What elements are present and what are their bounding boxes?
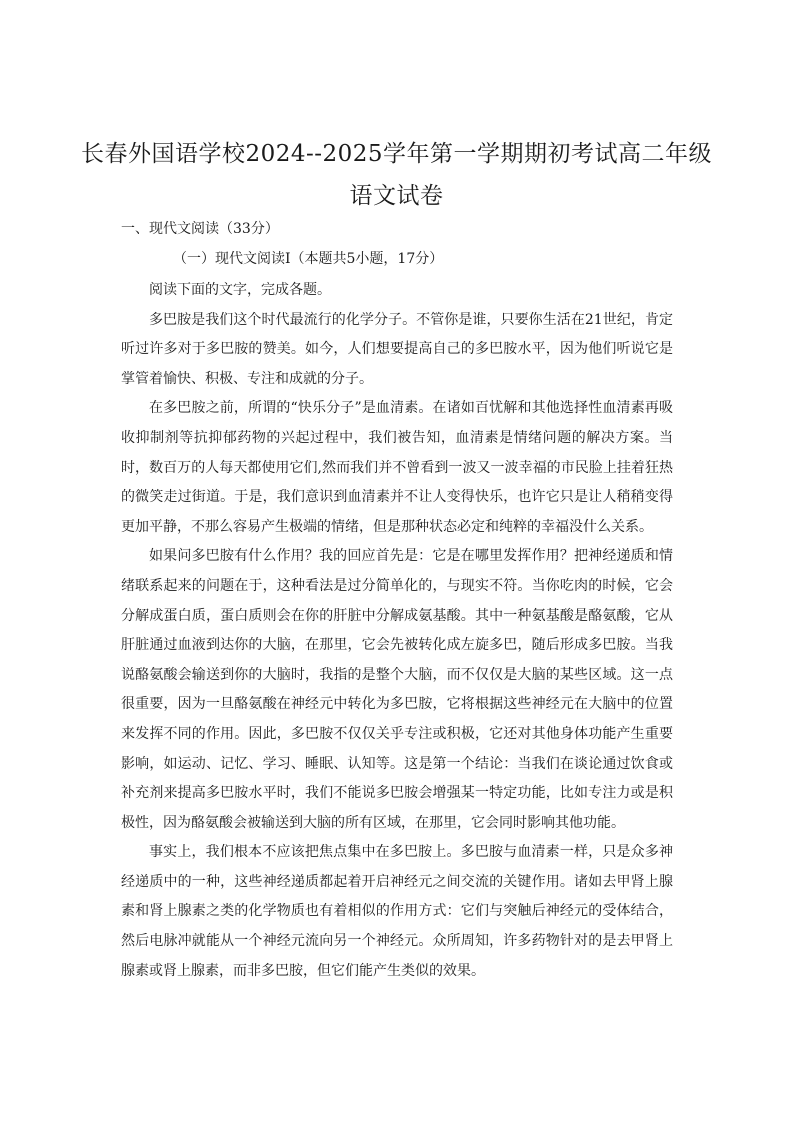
instruction-paragraph: 阅读下面的文字，完成各题。 [149,282,331,298]
exam-subtitle: 语文试卷 [349,183,444,209]
exam-title: 长春外国语学校2024--2025学年第一学期期初考试高二年级 [80,141,713,167]
subsection-heading: （一）现代文阅读I（本题共5小题，17分） [173,251,444,267]
passage-paragraph: 事实上，我们根本不应该把焦点集中在多巴胺上。多巴胺与血清素一样，只是众多神经递质中的一种，这些神经递质都起着开启神经元之间交流的关键作用。诸如去甲肾上腺素和肾上腺素之类的化学物质也有着相似的作用方式：它们与突触后神经元的受体结合，然后电脉冲就能从一个神经元流向另一个神经元。众所周知，许多药物针对的是去甲肾上腺素或肾上腺素，而非多巴胺，但它们能产生类似的效果。 [121,844,673,979]
passage-paragraph: 在多巴胺之前，所谓的“快乐分子”是血清素。在诸如百忧解和其他选择性血清素再吸收抑制剂等抗抑郁药物的兴起过程中，我们被告知，血清素是情绪问题的解决方案。当时，数百万的人每天都使用它们,然而我们并不曾看到一波又一波幸福的市民脸上挂着狂热的微笑走过街道。于是，我们意识到血清素并不让人变得快乐，也许它只是让人稍稍变得更加平静，不那么容易产生极端的情绪，但是那种状态必定和纯粹的幸福没什么关系。 [121,400,673,535]
reading-passage [121,276,673,986]
section-heading: 一、现代文阅读（33分） [121,221,279,237]
passage-paragraph: 如果问多巴胺有什么作用？我的回应首先是：它是在哪里发挥作用？把神经递质和情绪联系起来的问题在于，这种看法是过分简单化的，与现实不符。当你吃肉的时候，它会分解成蛋白质，蛋白质则会在你的肝脏中分解成氨基酸。其中一种氨基酸是酪氨酸，它从肝脏通过血液到达你的大脑，在那里，它会先被转化成左旋多巴，随后形成多巴胺。当我说酪氨酸会输送到你的大脑时，我指的是整个大脑，而不仅仅是大脑的某些区域。这一点很重要，因为一旦酪氨酸在神经元中转化为多巴胺，它将根据这些神经元在大脑中的位置来发挥不同的作用。因此，多巴胺不仅仅关乎专注或积极，它还对其他身体功能产生重要影响，如运动、记忆、学习、睡眠、认知等。这是第一个结论：当我们在谈论通过饮食或补充剂来提高多巴胺水平时，我们不能说多巴胺会增强某一特定功能，比如专注力或是积极性，因为酪氨酸会被输送到大脑的所有区域，在那里，它会同时影响其他功能。 [121,548,673,831]
passage-paragraph: 多巴胺是我们这个时代最流行的化学分子。不管你是谁，只要你生活在21世纪，肯定听过许多对于多巴胺的赞美。如今，人们想要提高自己的多巴胺水平，因为他们听说它是掌管着愉快、积极、专注和成就的分子。 [121,311,673,387]
